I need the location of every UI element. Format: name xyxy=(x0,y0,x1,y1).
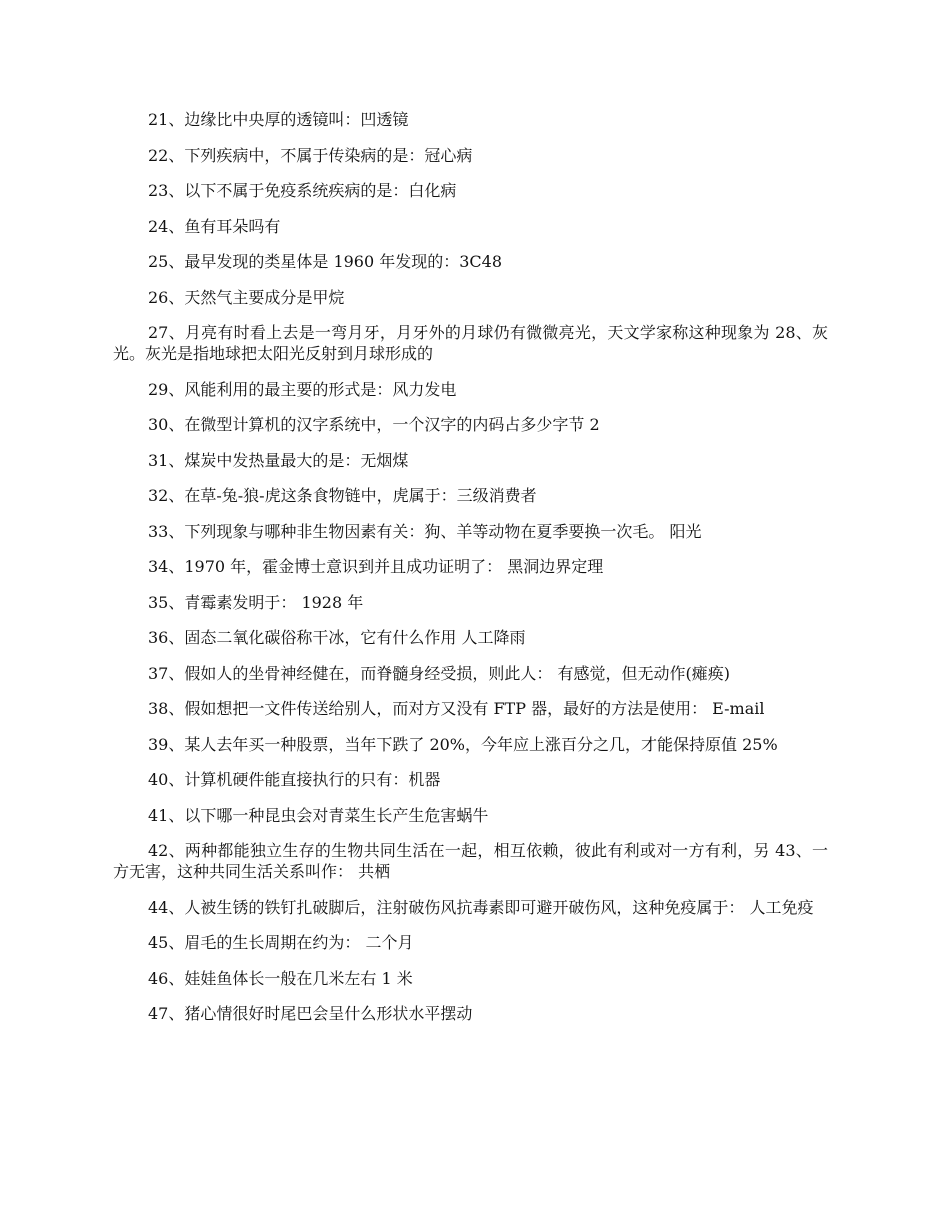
question-item: 36、固态二氧化碳俗称干冰，它有什么作用 人工降雨 xyxy=(148,628,526,647)
question-item: 33、下列现象与哪种非生物因素有关：狗、羊等动物在夏季要换一次毛。 阳光 xyxy=(148,521,702,541)
question-item: 37、假如人的坐骨神经健在，而脊髓身经受损，则此人： 有感觉，但无动作(瘫痪) xyxy=(148,663,730,683)
question-item: 45、眉毛的生长周期在约为： 二个月 xyxy=(148,933,414,952)
question-item: 40、计算机硬件能直接执行的只有：机器 xyxy=(148,770,441,789)
document-body xyxy=(113,109,828,1039)
question-item: 34、1970 年，霍金博士意识到并且成功证明了： 黑洞边界定理 xyxy=(148,557,604,576)
question-item: 29、风能利用的最主要的形式是：风力发电 xyxy=(148,379,457,399)
question-item: 47、猪心情很好时尾巴会呈什么形状水平摆动 xyxy=(148,1004,473,1023)
question-item: 42、两种都能独立生存的生物共同生活在一起，相互依赖，彼此有利或对一方有利，另 43、一方无害，这种共同生活关系叫作： 共栖 xyxy=(113,841,828,881)
question-item: 38、假如想把一文件传送给别人，而对方又没有 FTP 器，最好的方法是使用： E-mail xyxy=(148,699,765,718)
question-item: 39、某人去年买一种股票，当年下跌了 20%，今年应上涨百分之几，才能保持原值 25% xyxy=(148,734,778,754)
question-item: 25、最早发现的类星体是 1960 年发现的：3C48 xyxy=(148,252,503,271)
question-item: 23、以下不属于免疫系统疾病的是：白化病 xyxy=(148,181,457,200)
question-item: 24、鱼有耳朵吗有 xyxy=(148,216,281,236)
question-item: 46、娃娃鱼体长一般在几米左右 1 米 xyxy=(148,968,413,988)
question-item: 41、以下哪一种昆虫会对青菜生长产生危害蜗牛 xyxy=(148,805,489,825)
question-item: 22、下列疾病中，不属于传染病的是：冠心病 xyxy=(148,145,473,165)
question-item: 27、月亮有时看上去是一弯月牙，月牙外的月球仍有微微亮光，天文学家称这种现象为 28、灰光。灰光是指地球把太阳光反射到月球形成的 xyxy=(113,323,828,363)
question-item: 44、人被生锈的铁钉扎破脚后，注射破伤风抗毒素即可避开破伤风，这种免疫属于： 人工免疫 xyxy=(148,897,814,917)
question-item: 35、青霉素发明于： 1928 年 xyxy=(148,592,364,612)
question-item: 32、在草-兔-狼-虎这条食物链中，虎属于：三级消费者 xyxy=(148,486,537,505)
question-item: 26、天然气主要成分是甲烷 xyxy=(148,287,345,307)
question-item: 21、边缘比中央厚的透镜叫：凹透镜 xyxy=(148,110,409,129)
question-item: 30、在微型计算机的汉字系统中，一个汉字的内码占多少字节 2 xyxy=(148,415,600,434)
question-item: 31、煤炭中发热量最大的是：无烟煤 xyxy=(148,450,409,470)
